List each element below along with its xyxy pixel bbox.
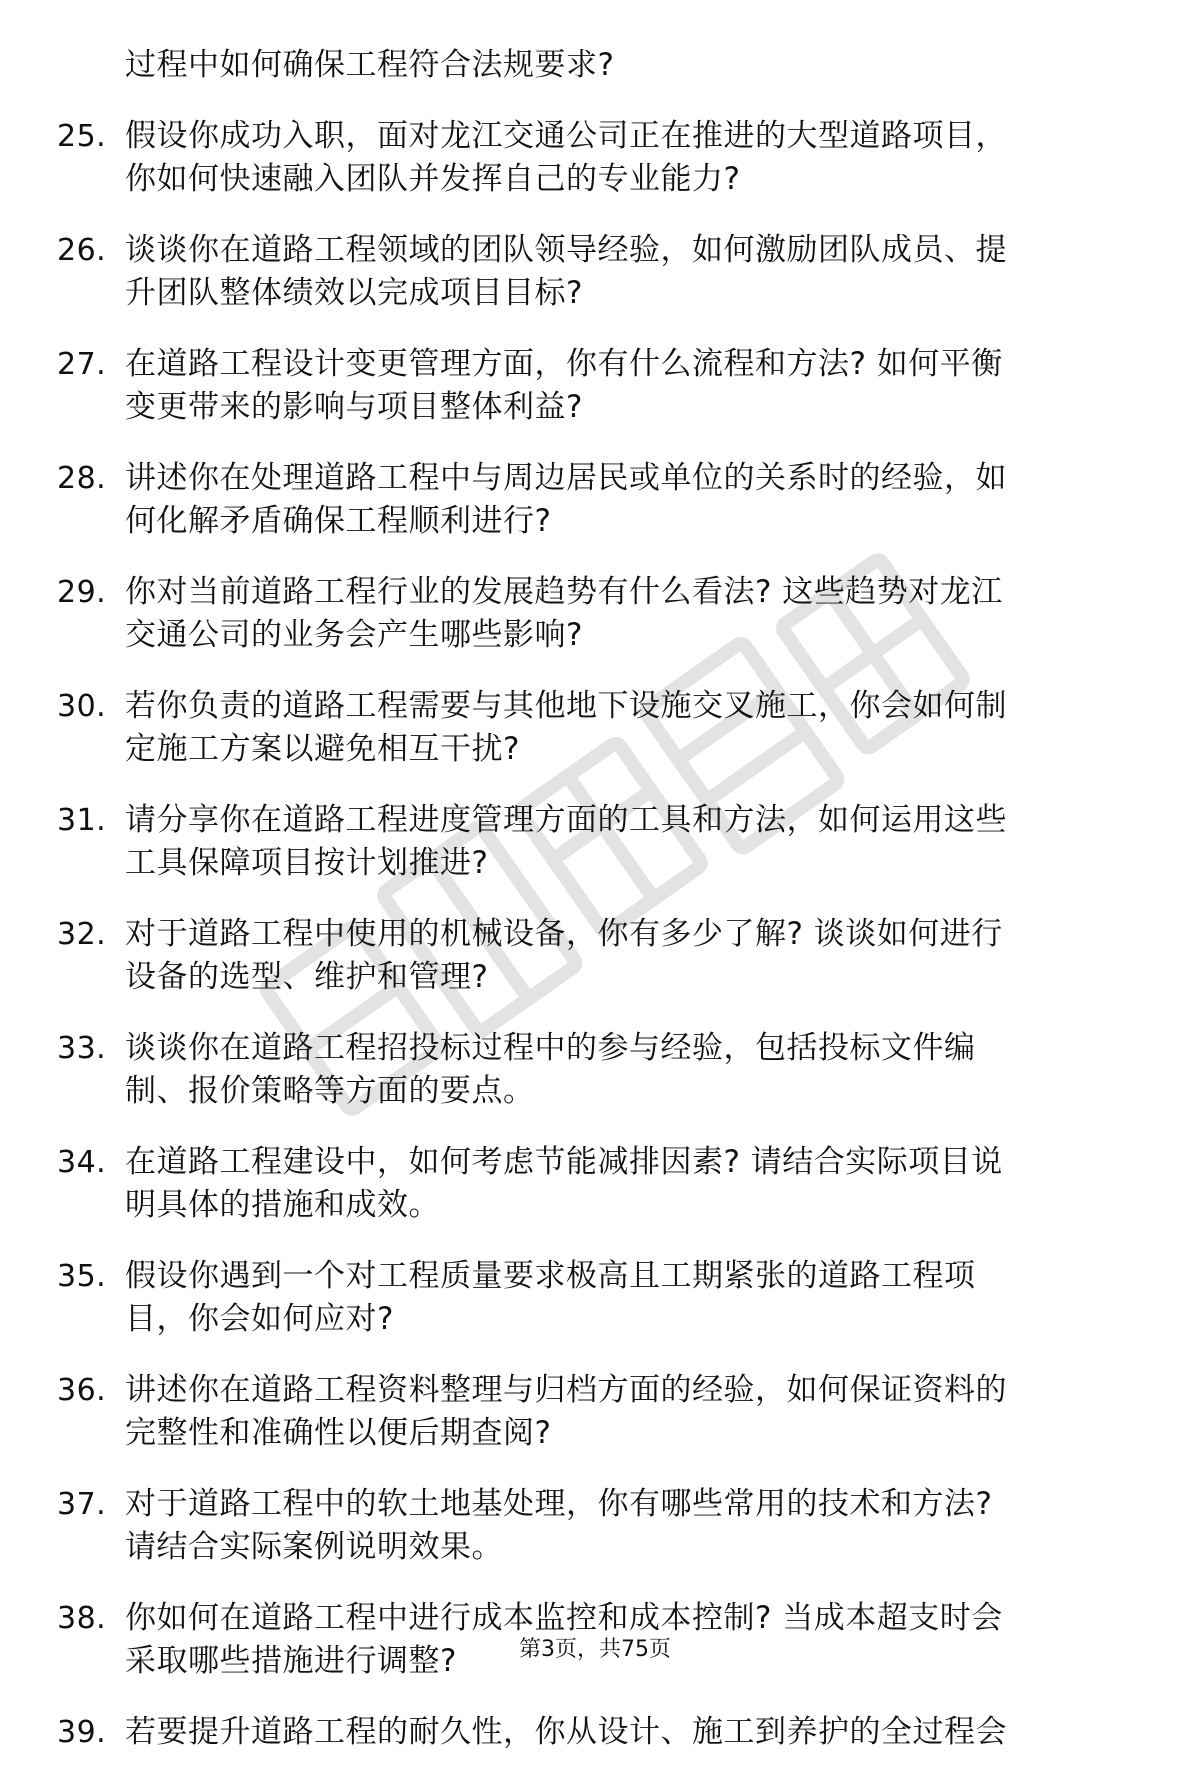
question-line-1: 你如何在道路工程中进行成本监控和成本控制? 当成本超支时会 <box>125 1600 1003 1636</box>
question-line-2: 工具保障项目按计划推进? <box>125 845 489 881</box>
list-item <box>0 457 1190 543</box>
question-number: 29. <box>57 575 107 610</box>
question-number: 33. <box>57 1031 107 1066</box>
question-number: 35. <box>57 1259 107 1294</box>
question-line-1: 若要提升道路工程的耐久性，你从设计、施工到养护的全过程会 <box>125 1714 1007 1750</box>
question-line-2: 变更带来的影响与项目整体利益? <box>125 389 583 425</box>
question-number: 31. <box>57 803 107 838</box>
question-number: 38. <box>57 1601 107 1636</box>
page-footer: 第3页，共75页 <box>519 1637 671 1662</box>
question-line-2: 你如何快速融入团队并发挥自己的专业能力? <box>125 161 741 197</box>
question-line-1: 假设你遇到一个对工程质量要求极高且工期紧张的道路工程项 <box>125 1258 976 1294</box>
question-number: 36. <box>57 1373 107 1408</box>
continued-line: 过程中如何确保工程符合法规要求? <box>125 47 615 83</box>
question-line-1: 讲述你在处理道路工程中与周边居民或单位的关系时的经验，如 <box>125 460 1007 496</box>
question-line-1: 在道路工程建设中，如何考虑节能减排因素? 请结合实际项目说 <box>125 1144 1003 1180</box>
question-number: 39. <box>57 1715 107 1750</box>
list-item <box>0 799 1190 885</box>
list-item <box>0 1255 1190 1341</box>
question-line-2: 明具体的措施和成效。 <box>125 1187 440 1223</box>
question-line-2: 何化解矛盾确保工程顺利进行? <box>125 503 552 539</box>
list-item <box>0 229 1190 315</box>
question-number: 28. <box>57 461 107 496</box>
list-item <box>0 1711 1190 1754</box>
question-line-1: 谈谈你在道路工程招投标过程中的参与经验，包括投标文件编 <box>125 1030 976 1066</box>
list-item <box>0 571 1190 657</box>
continued-question <box>0 44 1190 87</box>
list-item <box>0 1369 1190 1455</box>
question-line-2: 升团队整体绩效以完成项目目标? <box>125 275 583 311</box>
list-item <box>0 115 1190 201</box>
question-line-1: 对于道路工程中的软土地基处理，你有哪些常用的技术和方法? <box>125 1486 993 1522</box>
question-line-1: 讲述你在道路工程资料整理与归档方面的经验，如何保证资料的 <box>125 1372 1007 1408</box>
list-item <box>0 913 1190 999</box>
question-line-2: 目，你会如何应对? <box>125 1301 394 1337</box>
question-line-2: 请结合实际案例说明效果。 <box>125 1529 503 1565</box>
question-line-1: 在道路工程设计变更管理方面，你有什么流程和方法? 如何平衡 <box>125 346 1003 382</box>
question-line-1: 若你负责的道路工程需要与其他地下设施交叉施工，你会如何制 <box>125 688 1007 724</box>
question-number: 25. <box>57 119 107 154</box>
question-line-1: 假设你成功入职，面对龙江交通公司正在推进的大型道路项目， <box>125 118 1007 154</box>
question-number: 32. <box>57 917 107 952</box>
list-item <box>0 1027 1190 1113</box>
question-line-2: 定施工方案以避免相互干扰? <box>125 731 520 767</box>
question-line-1: 请分享你在道路工程进度管理方面的工具和方法，如何运用这些 <box>125 802 1007 838</box>
list-item <box>0 1141 1190 1227</box>
list-item <box>0 343 1190 429</box>
question-line-1: 对于道路工程中使用的机械设备，你有多少了解? 谈谈如何进行 <box>125 916 1003 952</box>
question-line-2: 采取哪些措施进行调整? <box>125 1643 457 1679</box>
question-number: 27. <box>57 347 107 382</box>
question-number: 34. <box>57 1145 107 1180</box>
list-item <box>0 685 1190 771</box>
question-line-2: 完整性和准确性以便后期查阅? <box>125 1415 552 1451</box>
question-line-2: 设备的选型、维护和管理? <box>125 959 489 995</box>
question-list <box>0 44 1190 1782</box>
question-number: 30. <box>57 689 107 724</box>
question-line-2: 交通公司的业务会产生哪些影响? <box>125 617 583 653</box>
list-item <box>0 1483 1190 1569</box>
question-line-1: 谈谈你在道路工程领域的团队领导经验，如何激励团队成员、提 <box>125 232 1007 268</box>
question-number: 26. <box>57 233 107 268</box>
question-line-1: 你对当前道路工程行业的发展趋势有什么看法? 这些趋势对龙江 <box>125 574 1003 610</box>
question-line-2: 制、报价策略等方面的要点。 <box>125 1073 535 1109</box>
question-number: 37. <box>57 1487 107 1522</box>
